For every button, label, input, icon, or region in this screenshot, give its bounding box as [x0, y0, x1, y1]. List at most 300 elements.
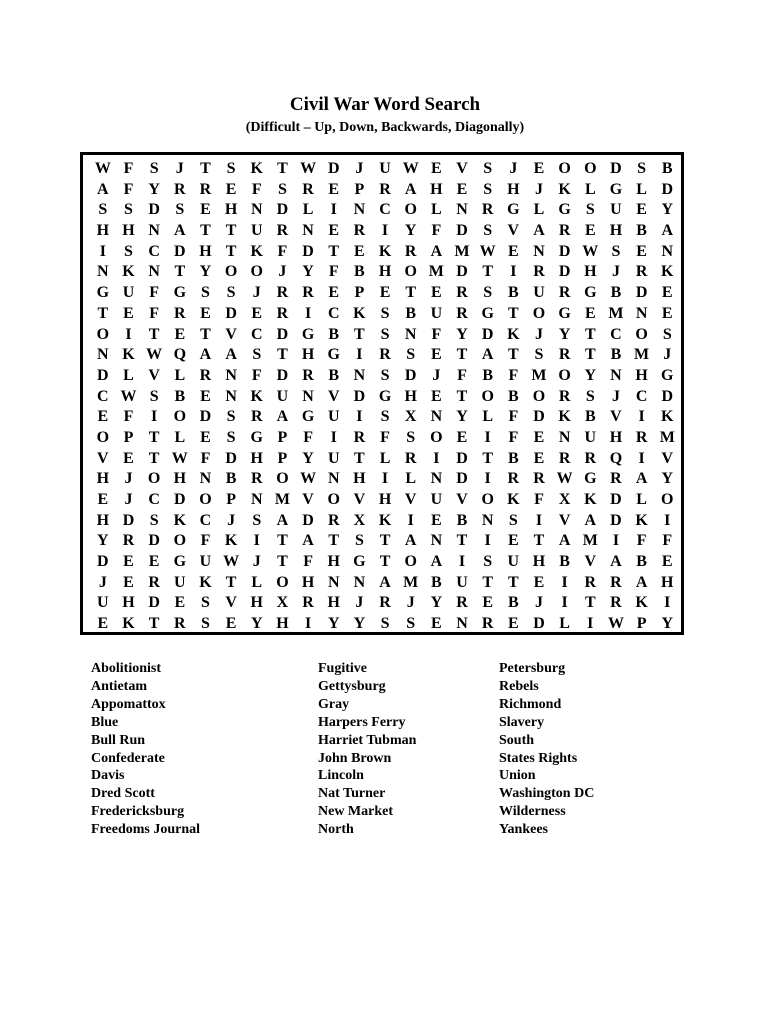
- grid-letter: O: [404, 553, 417, 571]
- grid-letter: Y: [456, 408, 468, 426]
- grid-letter: V: [404, 491, 417, 508]
- grid-letter: O: [224, 263, 238, 281]
- grid-letter: O: [481, 491, 494, 508]
- grid-letter: I: [433, 449, 440, 467]
- grid-letter: I: [458, 553, 466, 571]
- grid-letter: F: [200, 449, 211, 467]
- grid-letter: W: [556, 470, 573, 488]
- grid-letter: D: [302, 511, 314, 529]
- grid-row: [90, 407, 680, 428]
- grid-letter: R: [379, 594, 391, 612]
- grid-letter: S: [662, 325, 672, 343]
- grid-letter: I: [125, 325, 132, 343]
- grid-letter: D: [225, 449, 237, 467]
- grid-letter: S: [98, 201, 108, 219]
- grid-letter: T: [277, 553, 288, 571]
- grid-row: [90, 469, 680, 490]
- grid-letter: S: [483, 222, 493, 240]
- grid-letter: J: [534, 594, 543, 612]
- grid-letter: H: [661, 573, 674, 591]
- grid-letter: F: [508, 408, 519, 426]
- word-list-item: Harpers Ferry: [318, 714, 406, 730]
- grid-letter: T: [277, 160, 288, 177]
- grid-letter: B: [584, 408, 596, 426]
- grid-letter: E: [431, 511, 442, 529]
- grid-letter: I: [381, 470, 389, 488]
- grid-letter: B: [636, 222, 647, 240]
- grid-letter: E: [507, 615, 519, 633]
- grid-letter: N: [302, 387, 314, 405]
- grid-row: [90, 552, 680, 573]
- grid-letter: T: [456, 387, 468, 405]
- grid-letter: S: [637, 160, 647, 177]
- grid-letter: L: [636, 491, 647, 508]
- grid-letter: K: [122, 263, 135, 281]
- grid-letter: K: [122, 615, 135, 633]
- grid-letter: E: [533, 428, 545, 446]
- grid-letter: J: [534, 325, 543, 343]
- grid-letter: J: [432, 366, 441, 384]
- grid-letter: G: [96, 284, 110, 302]
- grid-letter: S: [201, 615, 210, 633]
- grid-letter: V: [456, 160, 468, 177]
- grid-letter: R: [456, 284, 468, 302]
- grid-letter: A: [584, 511, 597, 529]
- grid-letter: P: [123, 428, 134, 446]
- grid-letter: S: [226, 284, 236, 302]
- grid-letter: I: [510, 263, 517, 281]
- grid-letter: N: [610, 366, 622, 384]
- grid-letter: H: [301, 346, 315, 364]
- grid-letter: A: [379, 573, 391, 591]
- grid-letter: V: [610, 408, 622, 426]
- grid-letter: F: [149, 304, 160, 322]
- grid-letter: E: [200, 387, 211, 405]
- grid-letter: F: [534, 491, 544, 508]
- grid-letter: J: [406, 594, 415, 612]
- grid-letter: G: [353, 553, 366, 571]
- grid-letter: H: [404, 387, 417, 405]
- grid-letter: E: [123, 573, 134, 591]
- grid-letter: R: [174, 304, 186, 322]
- grid-letter: K: [507, 325, 520, 343]
- grid-letter: S: [277, 180, 287, 198]
- grid-letter: P: [354, 284, 365, 302]
- grid-letter: H: [609, 428, 623, 446]
- word-list-item: South: [499, 732, 535, 748]
- word-list-item: Confederate: [91, 750, 165, 766]
- grid-letter: B: [405, 304, 417, 322]
- grid-letter: T: [174, 263, 186, 281]
- grid-letter: U: [430, 491, 443, 508]
- grid-letter: O: [276, 470, 289, 488]
- grid-letter: B: [328, 325, 340, 343]
- grid-letter: E: [97, 615, 109, 633]
- grid-letter: A: [610, 553, 622, 571]
- grid-letter: A: [635, 470, 648, 488]
- grid-letter: X: [353, 511, 366, 529]
- word-list-item: Freedoms Journal: [91, 822, 201, 838]
- grid-letter: I: [664, 511, 671, 529]
- grid-letter: O: [558, 366, 571, 384]
- grid-letter: B: [610, 284, 622, 302]
- grid-letter: R: [250, 470, 263, 488]
- grid-letter: Y: [97, 532, 109, 550]
- grid-letter: E: [123, 304, 134, 322]
- grid-letter: G: [609, 180, 623, 198]
- grid-letter: S: [406, 615, 416, 633]
- grid-letter: T: [482, 573, 493, 591]
- grid-letter: R: [533, 470, 545, 488]
- grid-letter: B: [225, 470, 237, 488]
- word-list-item: Blue: [91, 714, 119, 730]
- grid-letter: D: [404, 366, 417, 384]
- grid-letter: T: [379, 532, 391, 550]
- grid-letter: I: [304, 304, 312, 322]
- grid-row: [90, 593, 680, 614]
- word-list-item: Richmond: [499, 696, 562, 712]
- word-list-item: Lincoln: [318, 768, 364, 784]
- grid-letter: F: [636, 532, 647, 550]
- grid-letter: Y: [302, 449, 314, 467]
- grid-letter: H: [378, 263, 392, 281]
- grid-letter: E: [507, 532, 519, 550]
- grid-letter: E: [225, 615, 237, 633]
- grid-letter: S: [585, 201, 595, 219]
- grid-letter: H: [96, 470, 110, 488]
- grid-letter: C: [379, 201, 391, 219]
- grid-letter: J: [611, 263, 620, 281]
- grid-letter: A: [558, 532, 571, 550]
- grid-letter: T: [482, 263, 493, 281]
- grid-letter: T: [507, 573, 519, 591]
- grid-letter: N: [456, 615, 468, 633]
- grid-letter: S: [406, 346, 416, 364]
- grid-letter: R: [302, 594, 314, 612]
- grid-letter: T: [507, 304, 519, 322]
- grid-letter: P: [354, 180, 365, 198]
- grid-letter: H: [96, 511, 110, 529]
- grid-letter: N: [148, 222, 160, 240]
- grid-letter: S: [175, 201, 185, 219]
- grid-letter: A: [174, 222, 186, 240]
- grid-letter: K: [353, 304, 366, 322]
- grid-letter: L: [559, 615, 570, 633]
- grid-letter: U: [199, 553, 212, 571]
- grid-letter: D: [353, 387, 366, 405]
- grid-letter: I: [664, 594, 671, 612]
- grid-letter: S: [252, 346, 262, 364]
- grid-letter: D: [456, 470, 468, 488]
- grid-letter: Y: [327, 615, 340, 633]
- grid-letter: V: [661, 449, 674, 467]
- grid-letter: T: [354, 449, 365, 467]
- grid-letter: F: [508, 428, 519, 446]
- grid-letter: H: [353, 470, 366, 488]
- grid-letter: F: [123, 408, 134, 426]
- word-list-item: Harriet Tubman: [318, 732, 417, 748]
- grid-letter: R: [174, 615, 186, 633]
- grid-letter: N: [558, 428, 571, 446]
- grid-letter: I: [561, 573, 568, 591]
- grid-letter: B: [482, 366, 493, 384]
- grid-letter: O: [250, 263, 263, 281]
- grid-letter: H: [96, 222, 110, 240]
- grid-letter: M: [659, 428, 675, 446]
- grid-letter: Q: [173, 346, 187, 364]
- grid-letter: C: [199, 511, 212, 529]
- grid-letter: S: [201, 594, 210, 612]
- grid-letter: G: [301, 325, 315, 343]
- grid-letter: N: [148, 263, 160, 281]
- grid-letter: A: [225, 346, 237, 364]
- grid-letter: H: [430, 180, 443, 198]
- grid-letter: D: [456, 263, 468, 281]
- grid-letter: F: [508, 366, 519, 384]
- grid-letter: W: [120, 387, 137, 405]
- grid-letter: N: [225, 387, 237, 405]
- grid-letter: D: [199, 408, 212, 426]
- grid-letter: K: [507, 491, 520, 508]
- grid-letter: S: [252, 511, 262, 529]
- grid-letter: X: [276, 594, 289, 612]
- grid-letter: T: [354, 325, 365, 343]
- grid-letter: D: [456, 449, 468, 467]
- grid-letter: N: [430, 470, 443, 488]
- grid-letter: O: [481, 387, 494, 405]
- grid-letter: Y: [404, 222, 417, 240]
- grid-letter: N: [404, 325, 417, 343]
- grid-letter: R: [276, 304, 289, 322]
- grid-letter: I: [330, 201, 337, 219]
- grid-letter: E: [661, 304, 673, 322]
- grid-letter: T: [200, 160, 211, 177]
- grid-letter: H: [635, 366, 648, 384]
- grid-letter: I: [356, 346, 363, 364]
- grid-letter: J: [355, 594, 364, 612]
- grid-letter: H: [301, 573, 315, 591]
- grid-row: [90, 242, 680, 263]
- grid-letter: T: [328, 242, 340, 260]
- grid-letter: B: [661, 160, 673, 177]
- grid-letter: E: [251, 304, 263, 322]
- grid-letter: J: [227, 511, 236, 529]
- grid-letter: F: [457, 366, 467, 384]
- grid-letter: O: [173, 532, 187, 550]
- grid-letter: O: [173, 408, 187, 426]
- grid-letter: D: [148, 532, 160, 550]
- grid-row: [90, 428, 680, 449]
- word-list-item: Petersburg: [499, 661, 566, 676]
- word-list-item: Antietam: [91, 678, 147, 694]
- grid-letter: H: [173, 470, 187, 488]
- grid-letter: H: [224, 201, 238, 219]
- grid-letter: A: [533, 222, 545, 240]
- grid-letter: H: [532, 553, 546, 571]
- grid-row: [90, 449, 680, 470]
- grid-letter: D: [533, 408, 545, 426]
- grid-letter: J: [124, 491, 133, 508]
- grid-letter: S: [611, 242, 621, 260]
- grid-letter: N: [225, 366, 237, 384]
- grid-letter: Y: [661, 615, 674, 633]
- grid-row: [90, 387, 680, 408]
- grid-letter: S: [149, 387, 159, 405]
- grid-letter: N: [250, 201, 263, 219]
- grid-letter: F: [303, 428, 313, 446]
- grid-letter: B: [507, 387, 519, 405]
- grid-letter: S: [380, 408, 390, 426]
- grid-letter: T: [148, 449, 160, 467]
- grid-letter: J: [663, 346, 672, 364]
- grid-letter: R: [199, 366, 212, 384]
- grid-row: [90, 325, 680, 346]
- grid-letter: D: [661, 387, 674, 405]
- grid-letter: F: [328, 263, 339, 281]
- grid-letter: R: [610, 573, 622, 591]
- grid-letter: G: [558, 304, 571, 322]
- grid-row: [90, 345, 680, 366]
- grid-letter: U: [533, 284, 545, 302]
- grid-letter: T: [379, 553, 391, 571]
- grid-letter: E: [200, 201, 211, 219]
- grid-letter: J: [175, 160, 184, 177]
- grid-letter: W: [300, 160, 317, 177]
- grid-letter: N: [353, 573, 366, 591]
- grid-letter: E: [431, 615, 442, 633]
- word-list-item: Abolitionist: [91, 661, 162, 676]
- grid-letter: A: [635, 573, 648, 591]
- grid-letter: M: [608, 304, 624, 322]
- grid-letter: F: [149, 284, 160, 302]
- grid-letter: O: [584, 160, 597, 177]
- grid-letter: M: [634, 346, 650, 364]
- grid-letter: C: [327, 304, 340, 322]
- grid-letter: E: [636, 242, 647, 260]
- word-list-item: New Market: [318, 804, 394, 820]
- grid-letter: Y: [353, 615, 366, 633]
- grid-letter: E: [148, 553, 160, 571]
- grid-letter: A: [404, 180, 417, 198]
- grid-letter: F: [662, 532, 673, 550]
- grid-letter: R: [558, 387, 571, 405]
- grid-letter: T: [277, 532, 288, 550]
- grid-letter: Y: [250, 615, 263, 633]
- word-list-item: Dred Scott: [91, 786, 155, 802]
- grid-letter: O: [147, 470, 161, 488]
- grid-letter: O: [532, 387, 546, 405]
- word-list-item: Fugitive: [318, 661, 367, 676]
- grid-letter: N: [302, 222, 314, 240]
- grid-letter: E: [328, 222, 340, 240]
- grid-letter: R: [276, 284, 289, 302]
- grid-letter: K: [661, 263, 674, 281]
- grid-letter: B: [328, 366, 340, 384]
- grid-letter: T: [456, 532, 468, 550]
- grid-letter: L: [533, 201, 545, 219]
- grid-letter: R: [379, 180, 391, 198]
- grid-letter: C: [635, 387, 648, 405]
- grid-letter: K: [635, 511, 648, 529]
- grid-letter: U: [430, 304, 443, 322]
- grid-letter: J: [124, 470, 133, 488]
- grid-letter: B: [636, 553, 647, 571]
- grid-letter: B: [174, 387, 186, 405]
- grid-letter: X: [404, 408, 417, 426]
- grid-letter: L: [379, 449, 391, 467]
- grid-letter: U: [174, 573, 186, 591]
- grid-letter: J: [355, 160, 364, 177]
- grid-letter: W: [171, 449, 188, 467]
- grid-letter: S: [534, 346, 544, 364]
- grid-letter: L: [636, 180, 647, 198]
- grid-letter: K: [173, 511, 187, 529]
- grid-row: [90, 614, 680, 635]
- grid-letter: R: [404, 449, 417, 467]
- grid-letter: R: [558, 346, 571, 364]
- grid-letter: U: [507, 553, 520, 571]
- grid-letter: U: [276, 387, 289, 405]
- grid-letter: T: [148, 325, 160, 343]
- grid-letter: W: [402, 160, 419, 177]
- grid-letter: R: [174, 180, 186, 198]
- grid-letter: E: [636, 201, 647, 219]
- grid-letter: C: [610, 325, 622, 343]
- grid-letter: R: [610, 470, 622, 488]
- grid-row: [90, 180, 680, 201]
- grid-row: [90, 304, 680, 325]
- grid-letter: G: [378, 387, 392, 405]
- grid-letter: R: [635, 428, 648, 446]
- grid-row: [90, 221, 680, 242]
- grid-letter: D: [148, 594, 160, 612]
- grid-letter: T: [507, 346, 519, 364]
- grid-letter: T: [533, 532, 545, 550]
- grid-letter: R: [507, 470, 520, 488]
- grid-letter: I: [638, 449, 645, 467]
- grid-letter: I: [587, 615, 594, 633]
- puzzle-title: Civil War Word Search: [289, 94, 481, 115]
- grid-letter: E: [507, 242, 519, 260]
- grid-letter: R: [122, 532, 135, 550]
- grid-letter: R: [610, 594, 622, 612]
- grid-letter: D: [97, 553, 109, 571]
- grid-letter: R: [558, 222, 571, 240]
- grid-letter: Y: [558, 325, 571, 343]
- grid-letter: P: [636, 615, 647, 633]
- grid-letter: E: [584, 222, 596, 240]
- grid-letter: O: [635, 325, 648, 343]
- grid-letter: B: [610, 346, 622, 364]
- grid-letter: E: [482, 594, 493, 612]
- grid-letter: B: [354, 263, 365, 281]
- grid-letter: R: [533, 263, 545, 281]
- grid-letter: R: [584, 573, 597, 591]
- grid-letter: V: [353, 491, 366, 508]
- grid-letter: E: [354, 242, 365, 260]
- grid-letter: F: [123, 180, 134, 198]
- word-list-item: Gettysburg: [318, 678, 386, 694]
- grid-letter: J: [611, 387, 620, 405]
- grid-letter: R: [558, 284, 571, 302]
- grid-letter: C: [250, 325, 263, 343]
- grid-letter: N: [353, 366, 366, 384]
- grid-letter: T: [584, 346, 596, 364]
- grid-letter: R: [302, 366, 314, 384]
- grid-letter: G: [661, 366, 674, 384]
- grid-letter: K: [558, 180, 571, 198]
- grid-letter: R: [302, 180, 314, 198]
